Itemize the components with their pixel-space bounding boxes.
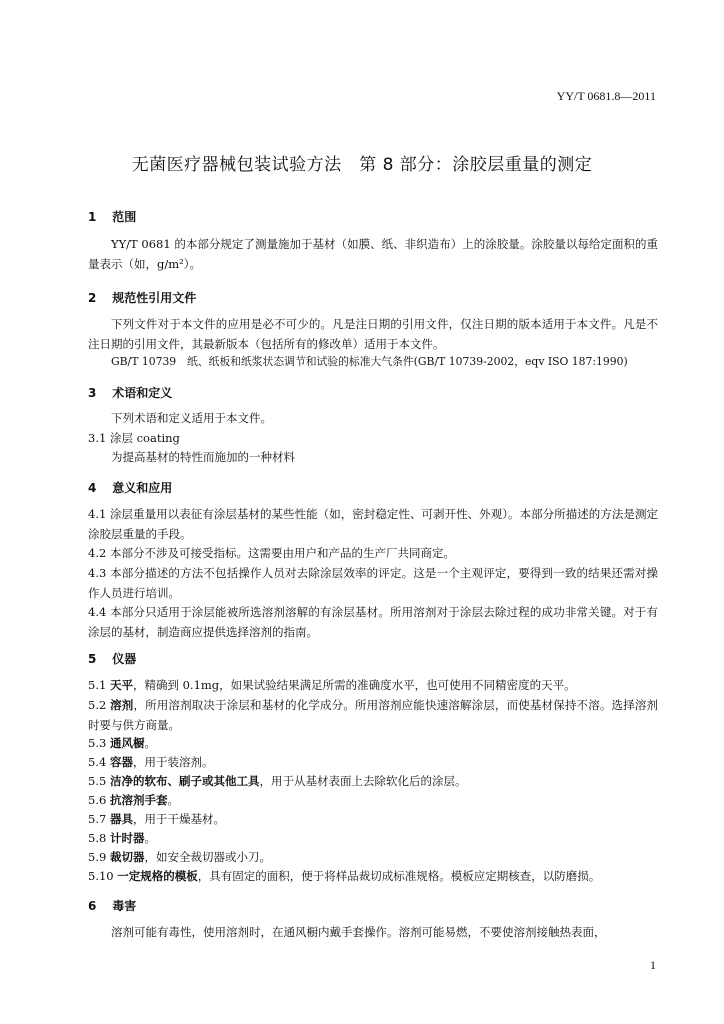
- clause-text: ，所用溶剂取决于涂层和基材的化学成分。所用溶剂应能快速溶解涂层，而使基材保持不溶。选择溶剂时要与供方商量。: [88, 698, 659, 732]
- page-number: 1: [650, 958, 656, 972]
- clause-term: 抗溶剂手套: [109, 793, 168, 807]
- paragraph-normative-references: 下列文件对于本文件的应用是必不可少的。凡是注日期的引用文件，仅注日期的版本适用于本文件。凡是不注日期的引用文件，其最新版本（包括所有的修改单）适用于本文件。: [88, 317, 658, 351]
- clause-5-9: [88, 847, 658, 867]
- clause-term: 容器: [109, 755, 133, 769]
- clause-text: 。: [167, 793, 179, 807]
- clause-4-4: 4.4 本部分只适用于涂层能被所选溶剂溶解的有涂层基材。所用溶剂对于涂层去除过程的成功非常关键。对于有涂层的基材，制造商应提供选择溶剂的指南。: [88, 605, 658, 639]
- clause-number: 5.1: [88, 678, 107, 692]
- clause-text: ，具有固定的面积，便于将样品裁切成标准规格。模板应定期核查，以防磨损。: [197, 869, 601, 883]
- clause-number: 5.10: [88, 869, 114, 883]
- clause-text: 。: [144, 736, 156, 750]
- section-title: 术语和定义: [112, 386, 173, 400]
- section-number: 1: [88, 210, 97, 224]
- clause-5-5: [88, 771, 658, 791]
- clause-text: ，用于装溶剂。: [132, 755, 214, 769]
- clause-4-2: 4.2 本部分不涉及可接受指标。这需要由用户和产品的生产厂共同商定。: [88, 546, 455, 560]
- clause-5-1: [88, 675, 658, 695]
- clause-5-7: [88, 809, 658, 829]
- clause-5-8: [88, 828, 658, 848]
- standard-code: YY/T 0681.8—2011: [556, 89, 656, 103]
- clause-text: ，精确到 0.1mg，如果试验结果满足所需的准确度水平，也可使用不同精密度的天平。: [132, 678, 576, 692]
- clause-5-6: [88, 790, 658, 810]
- section-title: 毒害: [112, 899, 137, 913]
- clause-number: 5.7: [88, 812, 107, 826]
- term-definition: 为提高基材的特性而施加的一种材料: [111, 450, 295, 464]
- section-title: 范围: [112, 210, 137, 224]
- clause-text: ，用于从基材表面上去除软化后的涂层。: [259, 774, 467, 788]
- clause-term: 器具: [109, 812, 133, 826]
- clause-number: 5.4: [88, 755, 107, 769]
- section-title: 规范性引用文件: [112, 291, 197, 305]
- section-heading-4: [88, 479, 172, 496]
- reference-gbt10739: GB/T 10739 纸、纸板和纸浆状态调节和试验的标准大气条件(GB/T 10739-2002，eqv ISO 187:1990): [111, 355, 628, 368]
- clause-text: ，用于干燥基材。: [132, 812, 225, 826]
- clause-term: 洁净的软布、刷子或其他工具: [109, 774, 260, 788]
- section-number: 5: [88, 652, 97, 666]
- paragraph-scope: YY/T 0681 的本部分规定了测量施加于基材（如膜、纸、非织造布）上的涂胶量。涂胶量以每给定面积的重量表示（如，g/m²）。: [88, 237, 658, 271]
- clause-term: 计时器: [109, 831, 145, 845]
- paragraph-hazards: 溶剂可能有毒性，使用溶剂时，在通风橱内戴手套操作。溶剂可能易燃，不要使溶剂接触热表面，: [111, 925, 606, 939]
- section-heading-1: [88, 208, 136, 225]
- clause-term: 裁切器: [109, 850, 145, 864]
- clause-4-1: 4.1 涂层重量用以表征有涂层基材的某些性能（如，密封稳定性、可剥开性、外观）。本部分所描述的方法是测定涂胶层重量的手段。: [88, 507, 658, 541]
- clause-number: 5.3: [88, 736, 107, 750]
- term-coating: 3.1 涂层 coating: [88, 431, 180, 445]
- clause-number: 5.2: [88, 698, 107, 712]
- clause-term: 溶剂: [110, 698, 134, 712]
- clause-number: 5.8: [88, 831, 107, 845]
- clause-term: 通风橱: [109, 736, 145, 750]
- clause-5-3: [88, 733, 658, 753]
- clause-4-3: 4.3 本部分描述的方法不包括操作人员对去除涂层效率的评定。这是一个主观评定，要得到一致的结果还需对操作人员进行培训。: [88, 566, 658, 600]
- paragraph-terms-intro: 下列术语和定义适用于本文件。: [111, 411, 272, 425]
- section-number: 2: [88, 291, 97, 305]
- clause-5-2: [88, 695, 658, 735]
- page-title: 无菌医疗器械包装试验方法 第 8 部分：涂胶层重量的测定: [131, 155, 593, 175]
- section-number: 6: [88, 899, 97, 913]
- clause-number: 5.5: [88, 774, 107, 788]
- clause-text: ，如安全裁切器或小刀。: [144, 850, 271, 864]
- section-heading-2: [88, 289, 196, 306]
- clause-5-4: [88, 752, 658, 772]
- clause-text: 。: [144, 831, 156, 845]
- clause-term: 一定规格的模板: [117, 869, 198, 883]
- clause-number: 5.9: [88, 850, 107, 864]
- section-number: 3: [88, 386, 97, 400]
- clause-term: 天平: [109, 678, 133, 692]
- section-heading-6: [88, 897, 136, 914]
- section-heading-3: [88, 384, 172, 401]
- clause-5-10: [88, 866, 658, 886]
- section-title: 意义和应用: [112, 481, 173, 495]
- section-number: 4: [88, 481, 97, 495]
- section-title: 仪器: [112, 652, 137, 666]
- section-heading-5: [88, 650, 136, 667]
- clause-number: 5.6: [88, 793, 107, 807]
